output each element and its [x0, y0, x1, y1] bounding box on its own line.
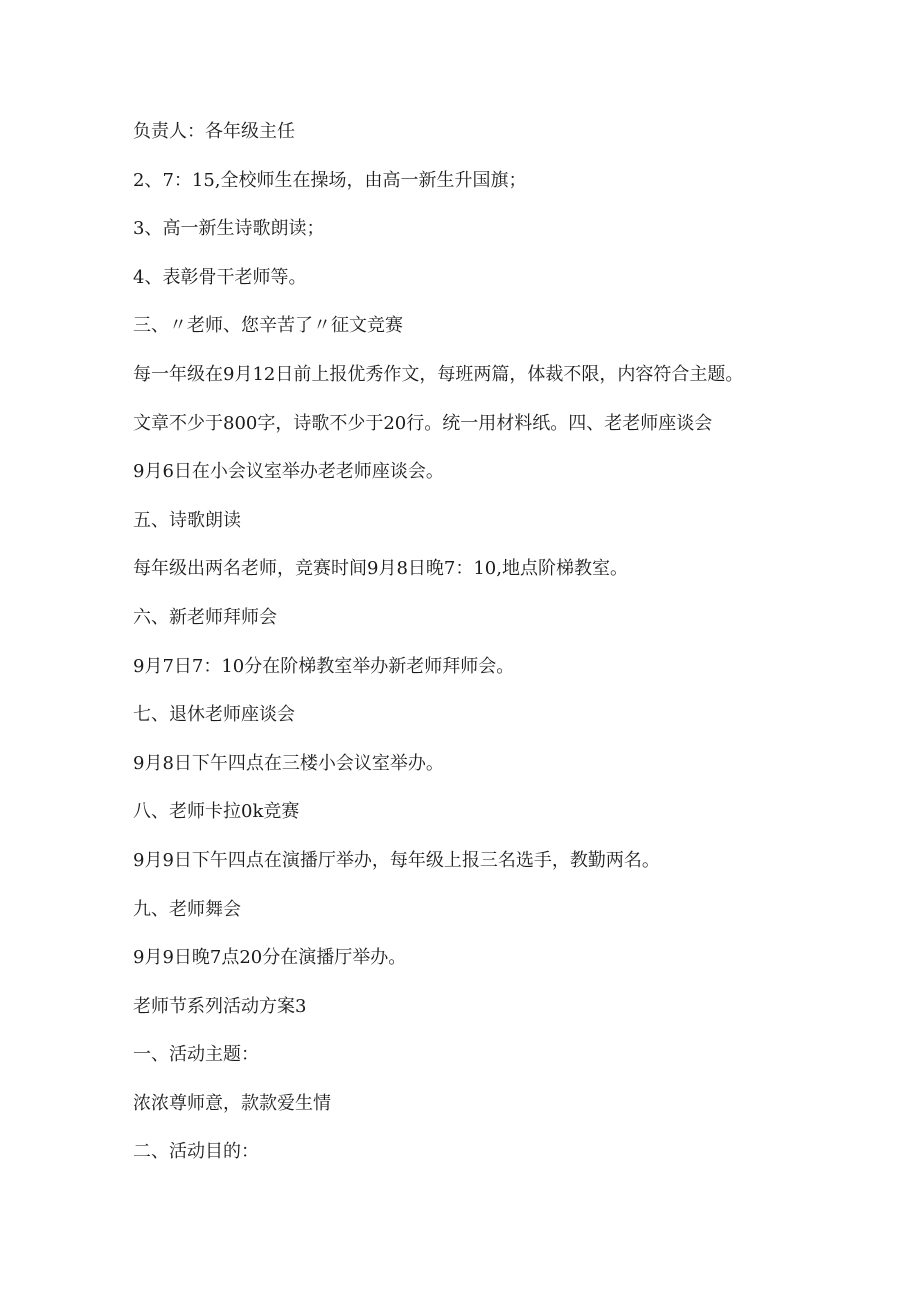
section-heading: 六、新老师拜师会: [133, 606, 277, 628]
section-heading: 一、活动主题：: [133, 1044, 259, 1066]
section-heading: 七、退休老师座谈会: [133, 704, 295, 726]
document-section-title: 老师节系列活动方案3: [133, 995, 307, 1017]
text-line: 负责人：各年级主任: [133, 121, 295, 142]
text-line: 2、7：15,全校师生在操场，由高一新生升国旗；: [133, 169, 527, 191]
text-line: 文章不少于800字，诗歌不少于20行。统一用材料纸。四、老老师座谈会: [133, 412, 713, 434]
text-line: 每年级出两名老师，竞赛时间9月8日晚7：10,地点阶梯教室。: [133, 558, 628, 580]
text-line: 9月9日晚7点20分在演播厅举办。: [133, 947, 407, 969]
text-line: 3、高一新生诗歌朗读；: [133, 218, 325, 240]
text-line: 4、表彰骨干老师等。: [133, 266, 307, 288]
section-heading: 二、活动目的：: [133, 1141, 259, 1163]
text-line: 9月7日7：10分在阶梯教室举办新老师拜师会。: [133, 655, 515, 677]
section-heading: 八、老师卡拉0k竞赛: [133, 801, 300, 823]
text-line: 每一年级在9月12日前上报优秀作文，每班两篇，体裁不限，内容符合主题。: [133, 363, 744, 385]
section-heading: 三、〃老师、您辛苦了〃征文竞赛: [133, 315, 403, 337]
section-heading: 五、诗歌朗读: [133, 509, 241, 531]
text-line: 9月8日下午四点在三楼小会议室举办。: [133, 752, 444, 774]
section-heading: 九、老师舞会: [133, 898, 241, 920]
document-body: [133, 118, 893, 1187]
text-line: 9月9日下午四点在演播厅举办，每年级上报三名选手，教勤两名。: [133, 849, 660, 871]
text-line: 浓浓尊师意，款款爱生情: [133, 1092, 331, 1114]
text-line: 9月6日在小会议室举办老老师座谈会。: [133, 461, 444, 483]
